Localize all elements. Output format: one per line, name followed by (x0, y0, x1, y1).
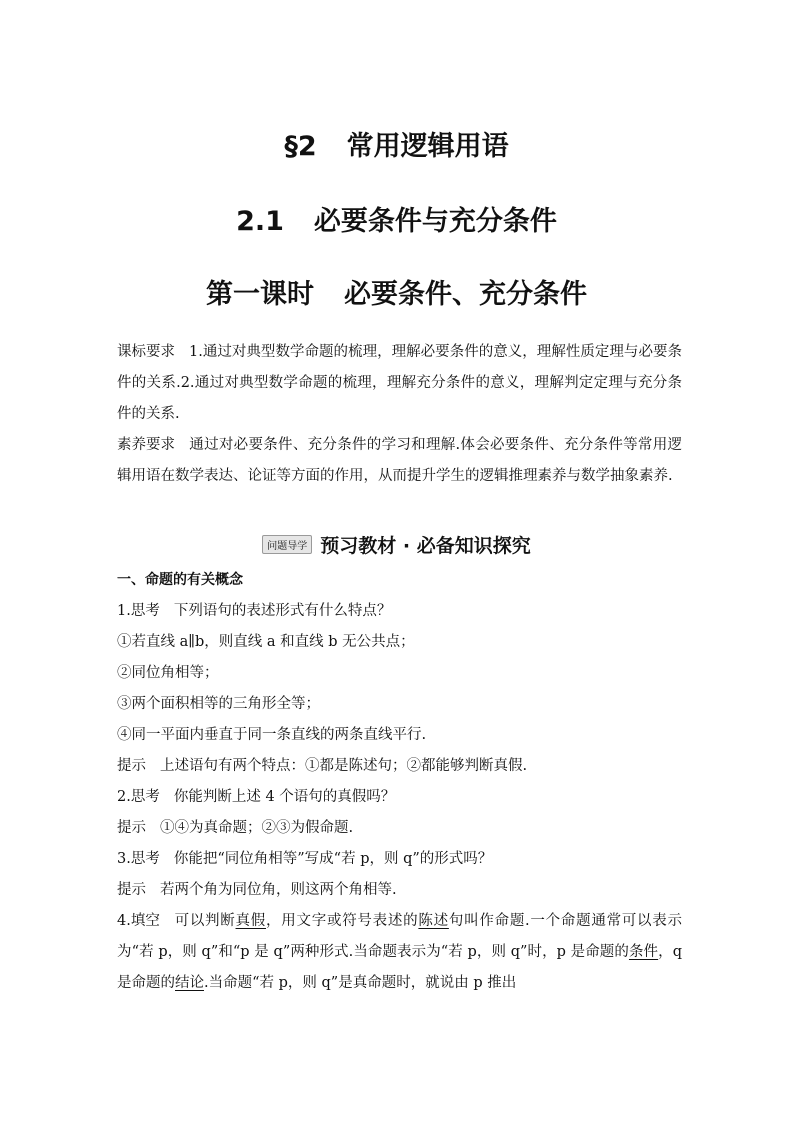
q4-text-4: ，q 是命题的 (117, 944, 683, 991)
suyang-paragraph (117, 430, 682, 492)
question-1 (117, 596, 682, 627)
hint3-text: 若两个角为同位角，则这两个角相等. (160, 882, 397, 898)
q4-text-3: 句叫作命题.一个命题通常可以表示为“若 p，则 q”和“p 是 q”两种形式.当命题表示为“若 p，则 q”时，p 是命题的 (117, 913, 683, 960)
section1-block (117, 565, 682, 999)
q4-blank-4: 结论 (175, 975, 204, 991)
hint3-label: 提示 (117, 882, 146, 898)
lesson-title: 必要条件、充分条件 (344, 279, 587, 310)
lesson-heading (0, 272, 793, 311)
list-item: ②同位角相等； (117, 665, 219, 681)
hint2-text: ①④为真命题；②③为假命题. (160, 820, 354, 836)
q4-label: 4.填空 (117, 913, 160, 929)
list-item: ④同一平面内垂直于同一条直线的两条直线平行. (117, 727, 427, 743)
q4-text-1: 可以判断 (173, 913, 236, 929)
q3-text: 你能把“同位角相等”写成“若 p，则 q”的形式吗？ (173, 851, 493, 867)
section-banner (0, 531, 793, 558)
q1-label: 1.思考 (117, 603, 160, 619)
kebiao-paragraph (117, 337, 682, 430)
section1-heading: 一、命题的有关概念 (117, 572, 243, 588)
q4-blank-3: 条件 (628, 944, 659, 960)
hint1-text: 上述语句有两个特点：①都是陈述句；②都能够判断真假. (160, 758, 528, 774)
q3-label: 3.思考 (117, 851, 160, 867)
subsection-title: 必要条件与充分条件 (313, 206, 557, 237)
lesson-number: 第一课时 (206, 279, 314, 310)
hint-3 (117, 875, 682, 906)
subsection-number: 2.1 (236, 206, 284, 237)
suyang-label: 素养要求 (117, 437, 175, 453)
banner-tag: 问题导学 (262, 535, 312, 554)
section-title: 常用逻辑用语 (346, 131, 509, 162)
hint-2 (117, 813, 682, 844)
q2-label: 2.思考 (117, 789, 160, 805)
kebiao-label: 课标要求 (117, 344, 175, 360)
requirements-block (117, 337, 682, 492)
section-number: §2 (284, 131, 317, 162)
hint2-label: 提示 (117, 820, 146, 836)
banner-title: 预习教材 · 必备知识探究 (320, 535, 531, 557)
list-item: ①若直线 a∥b，则直线 a 和直线 b 无公共点； (117, 634, 415, 650)
hint-1 (117, 751, 682, 782)
list-item: ③两个面积相等的三角形全等； (117, 696, 320, 712)
suyang-text: 通过对必要条件、充分条件的学习和理解.体会必要条件、充分条件等常用逻辑用语在数学表达、论证等方面的作用，从而提升学生的逻辑推理素养与数学抽象素养. (117, 437, 682, 484)
q1-text: 下列语句的表述形式有什么特点？ (173, 603, 392, 619)
q4-text-5: .当命题“若 p，则 q”是真命题时，就说由 p 推出 (204, 975, 517, 991)
question-4 (117, 906, 682, 999)
question-2 (117, 782, 682, 813)
kebiao-text: 1.通过对典型数学命题的梳理，理解必要条件的意义，理解性质定理与必要条件的关系.2.通过对典型数学命题的梳理，理解充分条件的意义，理解判定定理与充分条件的关系. (117, 344, 682, 422)
subsection-heading (0, 199, 793, 238)
question-3 (117, 844, 682, 875)
hint1-label: 提示 (117, 758, 146, 774)
section-heading (0, 124, 793, 163)
q4-blank-2: 陈述 (418, 913, 449, 929)
q4-blank-1: 真假 (235, 913, 267, 929)
q4-text-2: ，用文字或符号表述的 (266, 913, 419, 929)
q2-text: 你能判断上述 4 个语句的真假吗？ (173, 789, 396, 805)
